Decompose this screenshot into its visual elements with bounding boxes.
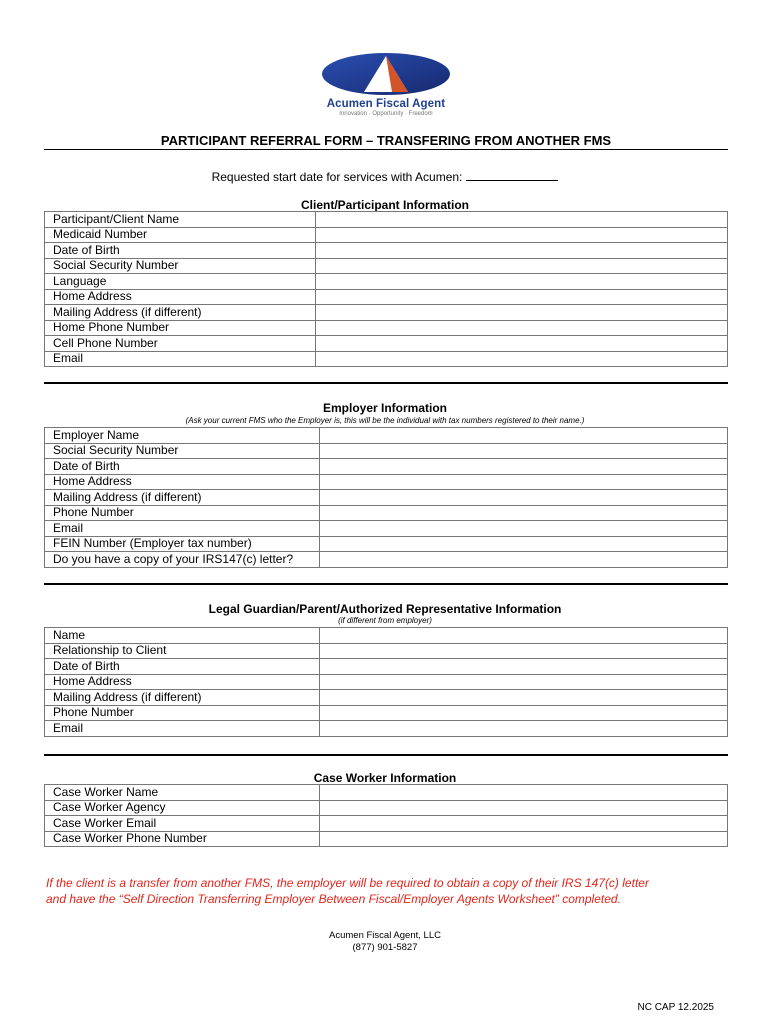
logo-name: Acumen Fiscal Agent	[326, 98, 446, 110]
field-input[interactable]	[316, 243, 728, 259]
transfer-notice: If the client is a transfer from another FMS, the employer will be required to obtain a copy of their IRS 147(c) letter and have the “Self Direction Transferring Employer Between Fiscal/Employer Agents Worksheet” completed.	[46, 876, 649, 906]
field-input[interactable]	[316, 351, 728, 367]
field-label: Email	[45, 351, 316, 367]
field-label: Name	[45, 628, 320, 644]
field-input[interactable]	[316, 336, 728, 352]
form-row	[45, 785, 728, 801]
field-input[interactable]	[320, 674, 728, 690]
field-input[interactable]	[316, 227, 728, 243]
field-input[interactable]	[316, 289, 728, 305]
section-divider	[44, 754, 728, 756]
field-input[interactable]	[320, 505, 728, 521]
acumen-logo	[318, 50, 454, 122]
field-label: Mailing Address (if different)	[45, 305, 316, 321]
field-label: Phone Number	[45, 705, 320, 721]
form-row	[45, 428, 728, 444]
form-row	[45, 800, 728, 816]
logo-mark-icon	[320, 50, 452, 96]
form-row	[45, 336, 728, 352]
field-label: Cell Phone Number	[45, 336, 316, 352]
form-row	[45, 351, 728, 367]
field-input[interactable]	[316, 212, 728, 228]
guardian-section-note: (if different from employer)	[338, 616, 432, 625]
field-label: Home Address	[45, 474, 320, 490]
form-row	[45, 628, 728, 644]
field-label: Case Worker Name	[45, 785, 320, 801]
client-section-heading: Client/Participant Information	[300, 198, 469, 212]
employer-section-note: (Ask your current FMS who the Employer is, this will be the individual with tax numbers registered to their name.)	[185, 416, 585, 425]
form-row	[45, 243, 728, 259]
form-row	[45, 816, 728, 832]
employer-info-table	[44, 427, 728, 568]
field-input[interactable]	[320, 721, 728, 737]
form-title: PARTICIPANT REFERRAL FORM – TRANSFERING FROM ANOTHER FMS	[44, 133, 728, 150]
field-input[interactable]	[320, 800, 728, 816]
client-info-table	[44, 211, 728, 367]
form-row	[45, 705, 728, 721]
form-row	[45, 289, 728, 305]
employer-section-heading: Employer Information	[322, 401, 447, 415]
field-input[interactable]	[316, 305, 728, 321]
field-input[interactable]	[316, 274, 728, 290]
field-input[interactable]	[320, 628, 728, 644]
field-input[interactable]	[320, 643, 728, 659]
form-row	[45, 212, 728, 228]
field-label: FEIN Number (Employer tax number)	[45, 536, 320, 552]
guardian-info-table	[44, 627, 728, 737]
document-code: NC CAP 12.2025	[637, 1002, 714, 1013]
field-label: Relationship to Client	[45, 643, 320, 659]
footer-phone: (877) 901-5827	[352, 942, 418, 953]
field-label: Social Security Number	[45, 443, 320, 459]
field-label: Employer Name	[45, 428, 320, 444]
field-label: Participant/Client Name	[45, 212, 316, 228]
field-input[interactable]	[320, 443, 728, 459]
field-input[interactable]	[320, 521, 728, 537]
form-row	[45, 505, 728, 521]
form-row	[45, 552, 728, 568]
field-input[interactable]	[320, 690, 728, 706]
field-label: Language	[45, 274, 316, 290]
field-label: Home Address	[45, 674, 320, 690]
field-input[interactable]	[320, 474, 728, 490]
guardian-section-heading: Legal Guardian/Parent/Authorized Representative Information	[208, 602, 562, 616]
field-label: Do you have a copy of your IRS147(c) letter?	[45, 552, 320, 568]
field-input[interactable]	[320, 428, 728, 444]
field-label: Date of Birth	[45, 459, 320, 475]
field-label: Mailing Address (if different)	[45, 690, 320, 706]
field-input[interactable]	[320, 785, 728, 801]
field-input[interactable]	[320, 552, 728, 568]
form-row	[45, 490, 728, 506]
field-input[interactable]	[320, 536, 728, 552]
field-input[interactable]	[316, 258, 728, 274]
form-row	[45, 258, 728, 274]
field-label: Date of Birth	[45, 243, 316, 259]
section-divider	[44, 382, 728, 384]
requested-start-field[interactable]	[466, 170, 558, 181]
form-row	[45, 674, 728, 690]
form-row	[45, 643, 728, 659]
form-row	[45, 305, 728, 321]
field-label: Social Security Number	[45, 258, 316, 274]
form-row	[45, 227, 728, 243]
field-label: Medicaid Number	[45, 227, 316, 243]
requested-start-line	[0, 170, 770, 184]
field-label: Case Worker Email	[45, 816, 320, 832]
field-input[interactable]	[320, 831, 728, 847]
field-input[interactable]	[320, 659, 728, 675]
field-input[interactable]	[320, 459, 728, 475]
field-label: Mailing Address (if different)	[45, 490, 320, 506]
field-label: Home Phone Number	[45, 320, 316, 336]
field-label: Home Address	[45, 289, 316, 305]
field-input[interactable]	[320, 705, 728, 721]
form-row	[45, 536, 728, 552]
form-row	[45, 320, 728, 336]
form-row	[45, 443, 728, 459]
field-input[interactable]	[320, 490, 728, 506]
field-label: Email	[45, 721, 320, 737]
caseworker-info-table	[44, 784, 728, 847]
form-row	[45, 521, 728, 537]
form-row	[45, 659, 728, 675]
field-label: Phone Number	[45, 505, 320, 521]
logo-tagline: Innovation · Opportunity · Freedom	[339, 111, 433, 117]
requested-start-label: Requested start date for services with Acumen:	[211, 170, 463, 184]
form-row	[45, 274, 728, 290]
field-input[interactable]	[320, 816, 728, 832]
field-label: Case Worker Agency	[45, 800, 320, 816]
form-row	[45, 459, 728, 475]
field-input[interactable]	[316, 320, 728, 336]
field-label: Case Worker Phone Number	[45, 831, 320, 847]
caseworker-section-heading: Case Worker Information	[313, 771, 457, 785]
form-row	[45, 721, 728, 737]
form-row	[45, 831, 728, 847]
field-label: Email	[45, 521, 320, 537]
field-label: Date of Birth	[45, 659, 320, 675]
form-row	[45, 690, 728, 706]
section-divider	[44, 583, 728, 585]
footer-company: Acumen Fiscal Agent, LLC	[329, 930, 441, 941]
form-row	[45, 474, 728, 490]
